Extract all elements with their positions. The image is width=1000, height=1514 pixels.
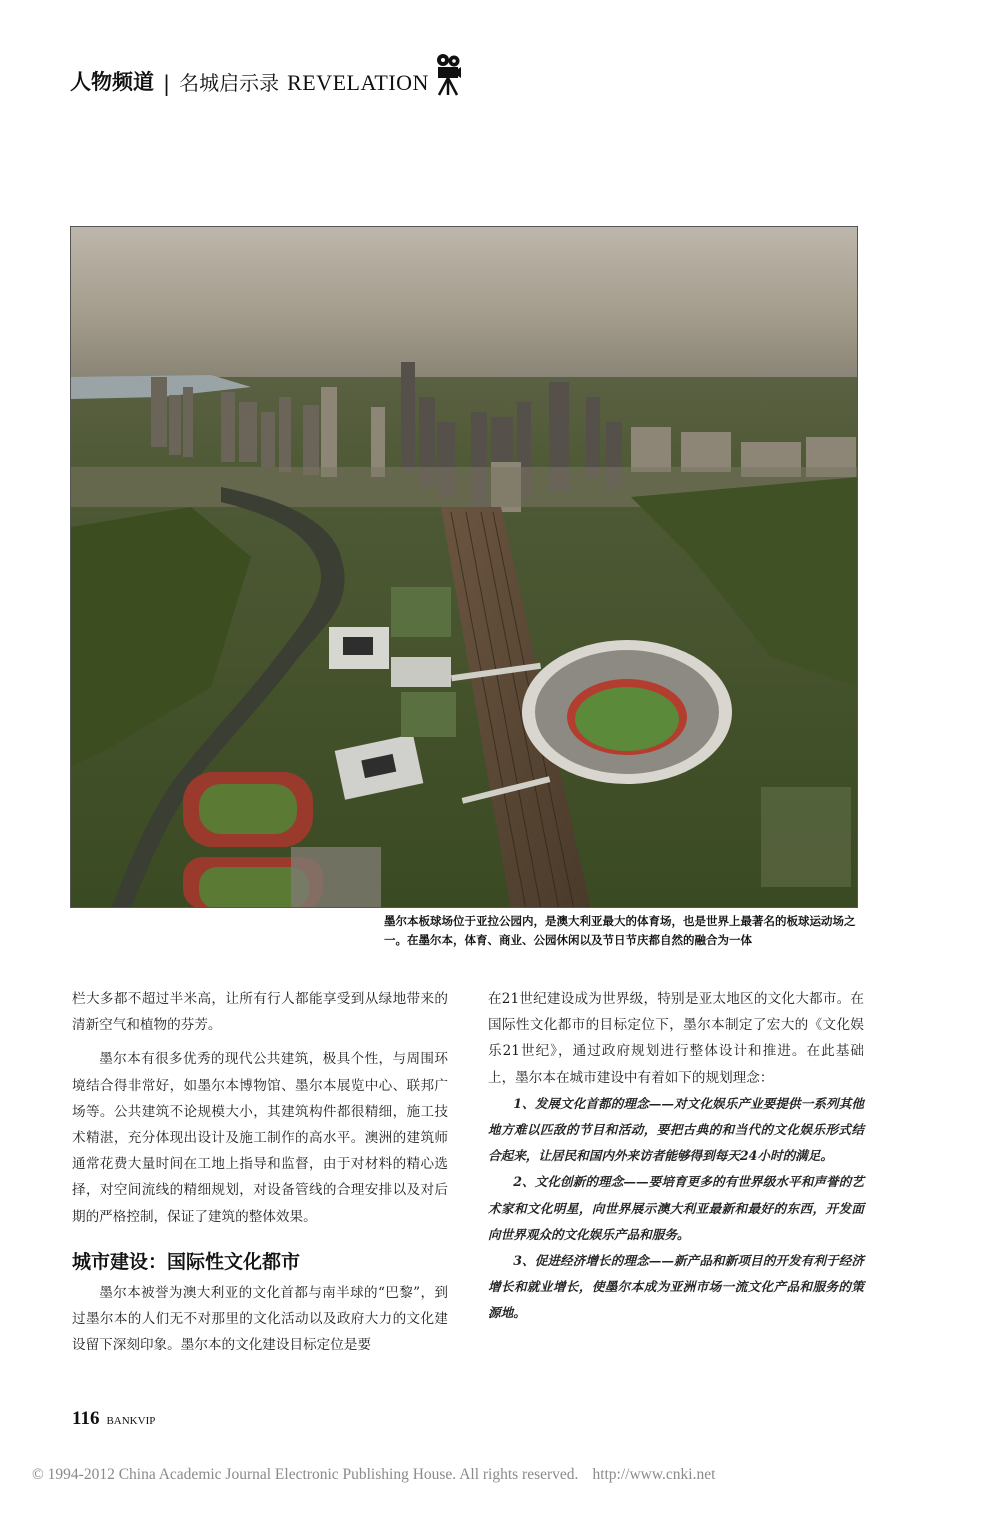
list-item: 1、发展文化首都的理念——对文化娱乐产业要提供一系列其他地方难以匹敌的节目和活动，要把古典的和当代的文化娱乐形式结合起来，让居民和国内外来访者能够得到每天24小时的满足。 — [488, 1095, 864, 1164]
list-item: 2、文化创新的理念——要培育更多的有世界级水平和声誉的艺术家和文化明星，向世界展示澳大利亚最新和最好的东西，开发面向世界观众的文化娱乐产品和服务。 — [488, 1174, 864, 1242]
aerial-photo-melbourne-cricket-ground — [70, 226, 858, 908]
copyright-url: http://www.cnki.net — [592, 1466, 716, 1483]
right-column — [488, 986, 864, 1327]
list-item: 3、促进经济增长的理念——新产品和新项目的开发有利于经济增长和就业增长，使墨尔本成为亚洲市场一流文化产品和服务的策源地。 — [488, 1253, 864, 1321]
section-heading: 城市建设：国际性文化都市 — [72, 1250, 301, 1273]
copyright-notice — [32, 1466, 715, 1484]
page-number: 116 — [72, 1408, 100, 1429]
header-separator: | — [163, 72, 171, 96]
left-column — [72, 986, 448, 1358]
photo-caption: 墨尔本板球场位于亚拉公园内，是澳大利亚最大的体育场，也是世界上最著名的板球运动场之一。在墨尔本，体育、商业、公园休闲以及节日节庆都自然的融合为一体 — [384, 914, 856, 947]
paragraph: 栏大多都不超过半米高，让所有行人都能享受到从绿地带来的清新空气和植物的芬芳。 — [72, 991, 448, 1034]
section-brand: REVELATION — [287, 70, 429, 95]
channel-title: 人物频道 — [70, 70, 154, 94]
paragraph: 墨尔本被誉为澳大利亚的文化首都与南半球的“巴黎”，到过墨尔本的人们无不对那里的文化活动以及政府大力的文化建设留下深刻印象。墨尔本的文化建设目标定位是要 — [72, 1284, 448, 1354]
paragraph: 墨尔本有很多优秀的现代公共建筑，极具个性，与周围环境结合得非常好，如墨尔本博物馆、墨尔本展览中心、联邦广场等。公共建筑不论规模大小，其建筑构件都很精细，施工技术精湛，充分体现出设计及施工制作的高水平。澳洲的建筑师通常花费大量时间在工地上指导和监督，由于对材料的精心选择，对空间流线的精细规划，对设备管线的合理安排以及对后期的严格控制，保证了建筑的整体效果。 — [72, 1051, 448, 1225]
page-header — [70, 52, 461, 96]
magazine-name: BANKVIP — [106, 1415, 156, 1427]
page-folio — [72, 1408, 155, 1430]
section-title: 名城启示录 — [179, 71, 280, 95]
film-camera-icon — [435, 52, 461, 96]
paragraph: 在21世纪建设成为世界级，特别是亚太地区的文化大都市。在国际性文化都市的目标定位下，墨尔本制定了宏大的《文化娱乐21世纪》，通过政府规划进行整体设计和推进。在此基础上，墨尔本在城市建设中有着如下的规划理念： — [488, 991, 864, 1086]
copyright-text: © 1994-2012 China Academic Journal Electronic Publishing House. All rights reserved. — [32, 1466, 579, 1483]
